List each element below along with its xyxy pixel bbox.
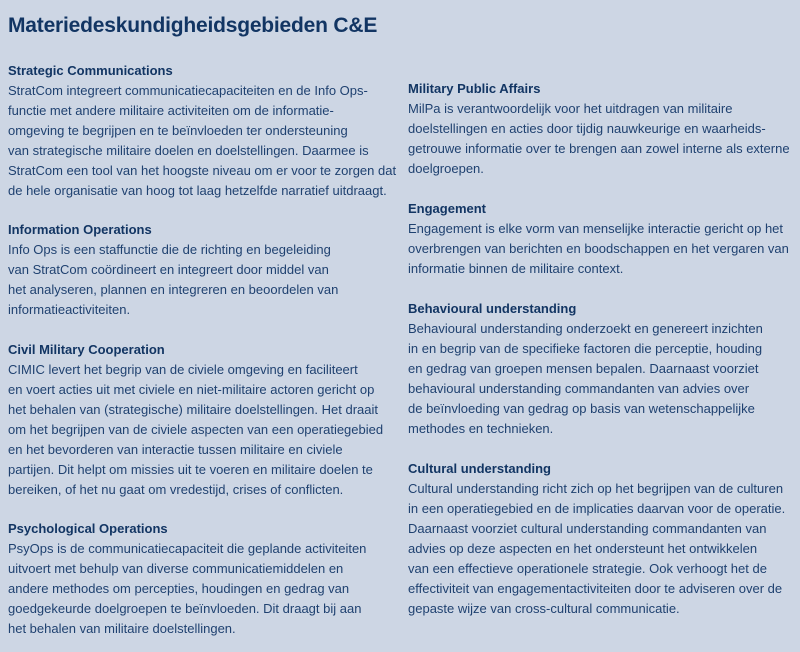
section-heading: Military Public Affairs xyxy=(408,81,541,96)
section-heading: Cultural understanding xyxy=(408,461,551,476)
section-body xyxy=(408,479,800,619)
section-information-operations xyxy=(8,220,400,320)
body-line: de beïnvloeding van gedrag op basis van wetenschappelijke xyxy=(408,401,755,416)
body-line: informatie binnen de militaire context. xyxy=(408,261,624,276)
body-line: om het begrijpen van de civiele aspecten van een operatiegebied xyxy=(8,422,384,437)
body-line: effectiviteit van engagementactiviteiten door te adviseren over de xyxy=(408,581,783,596)
section-body xyxy=(408,99,800,179)
body-line: en gedrag van groepen mensen bepalen. Daarnaast voorziet xyxy=(408,361,759,376)
body-line: andere methodes om percepties, houdingen en gedrag van xyxy=(8,581,350,596)
body-line: goedgekeurde doelgroepen te beïnvloeden. Dit draagt bij aan xyxy=(8,601,362,616)
section-heading: Engagement xyxy=(408,201,487,216)
body-line: Engagement is elke vorm van menselijke interactie gericht op het xyxy=(408,221,784,236)
body-line: advies op deze aspecten en het ondersteunt het ontwikkelen xyxy=(408,541,758,556)
body-line: het behalen van militaire doelstellingen. xyxy=(8,621,236,636)
body-line: Cultural understanding richt zich op het begrijpen van de culturen xyxy=(408,481,784,496)
section-civil-military-cooperation xyxy=(8,340,400,500)
section-cultural-understanding xyxy=(408,459,800,619)
body-line: van StratCom coördineert en integreert door middel van xyxy=(8,262,329,277)
section-body xyxy=(8,240,400,320)
body-line: doelgroepen. xyxy=(408,161,484,176)
page-title: Materiedeskundigheidsgebieden C&E xyxy=(8,14,378,37)
body-line: functie met andere militaire activiteiten om de informatie- xyxy=(8,103,334,118)
section-heading: Strategic Communications xyxy=(8,63,173,78)
body-line: en voert acties uit met civiele en niet-militaire actoren gericht op xyxy=(8,382,375,397)
section-military-public-affairs xyxy=(408,79,800,179)
body-line: het analyseren, plannen en integreren en beoordelen van xyxy=(8,282,339,297)
body-line: bereiken, of het nu gaat om vredestijd, crises of conflicten. xyxy=(8,482,344,497)
body-line: gepaste wijze van cross-cultural communicatie. xyxy=(408,601,680,616)
section-heading: Information Operations xyxy=(8,222,152,237)
section-heading: Behavioural understanding xyxy=(408,301,577,316)
body-line: in en begrip van de specifieke factoren die perceptie, houding xyxy=(408,341,763,356)
body-line: StratCom integreert communicatiecapaciteiten en de Info Ops- xyxy=(8,83,368,98)
body-line: Behavioural understanding onderzoekt en genereert inzichten xyxy=(408,321,763,336)
section-body xyxy=(8,360,400,500)
body-line: partijen. Dit helpt om missies uit te voeren en militaire doelen te xyxy=(8,462,373,477)
body-line: van een effectieve operationele strategie. Ook verhoogt het de xyxy=(408,561,767,576)
section-strategic-communications xyxy=(8,61,400,201)
body-line: het behalen van (strategische) militaire doelstellingen. Het draait xyxy=(8,402,378,417)
body-line: StratCom een tool van het hoogste niveau om er voor te zorgen dat xyxy=(8,163,397,178)
body-line: van strategische militaire doelen en doelstellingen. Daarmee is xyxy=(8,143,369,158)
body-line: doelstellingen en acties door tijdig nauwkeurige en waarheids- xyxy=(408,121,766,136)
section-body xyxy=(8,539,400,639)
section-behavioural-understanding xyxy=(408,299,800,439)
body-line: Daarnaast voorziet cultural understanding commandanten van xyxy=(408,521,767,536)
body-line: PsyOps is de communicatiecapaciteit die geplande activiteiten xyxy=(8,541,367,556)
section-heading: Psychological Operations xyxy=(8,521,168,536)
body-line: Info Ops is een staffunctie die de richting en begeleiding xyxy=(8,242,331,257)
body-line: MilPa is verantwoordelijk voor het uitdragen van militaire xyxy=(408,101,733,116)
section-heading: Civil Military Cooperation xyxy=(8,342,165,357)
section-engagement xyxy=(408,199,800,279)
body-line: overbrengen van berichten en boodschappen en het vergaren van xyxy=(408,241,789,256)
section-psychological-operations xyxy=(8,519,400,639)
body-line: en het bevorderen van interactie tussen militaire en civiele xyxy=(8,442,343,457)
body-line: getrouwe informatie over te brengen aan zowel interne als externe xyxy=(408,141,790,156)
body-line: in een operatiegebied en de implicaties daarvan voor de operatie. xyxy=(408,501,786,516)
body-line: informatieactiviteiten. xyxy=(8,302,131,317)
body-line: omgeving te begrijpen en te beïnvloeden ter ondersteuning xyxy=(8,123,348,138)
body-line: CIMIC levert het begrip van de civiele omgeving en faciliteert xyxy=(8,362,358,377)
body-line: uitvoert met behulp van diverse communicatiemiddelen en xyxy=(8,561,344,576)
body-line: de hele organisatie van hoog tot laag hetzelfde narratief uitdraagt. xyxy=(8,183,387,198)
body-line: behavioural understanding commandanten van advies over xyxy=(408,381,750,396)
section-body xyxy=(408,319,800,439)
section-body xyxy=(408,219,800,279)
section-body xyxy=(8,81,400,201)
body-line: methodes en technieken. xyxy=(408,421,554,436)
